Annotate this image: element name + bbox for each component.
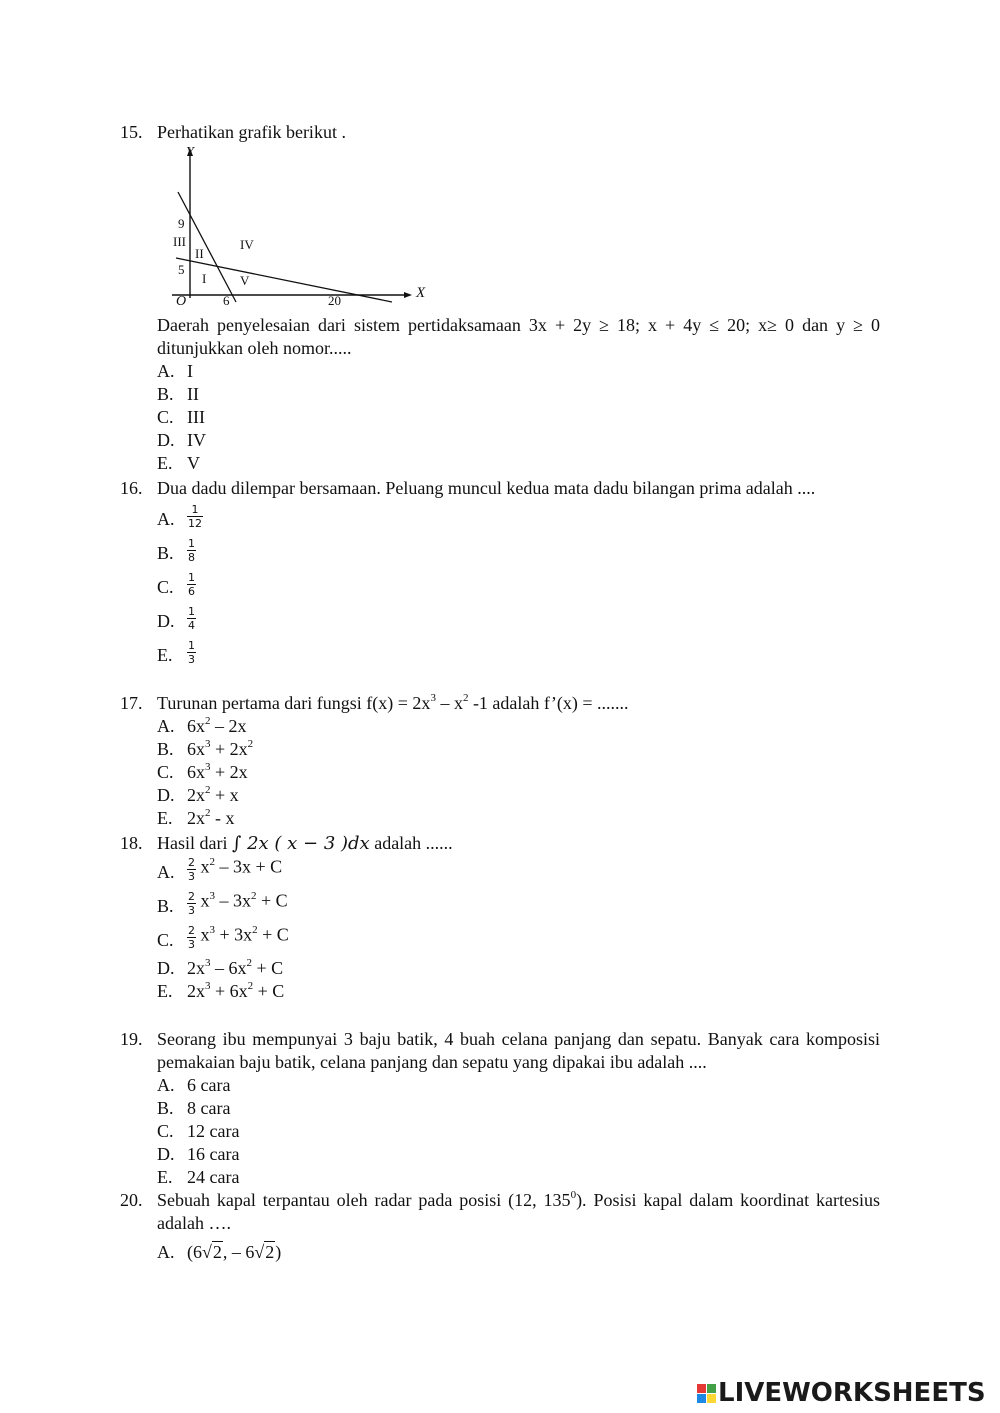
options-list [157,715,880,830]
option-a[interactable]: A. $6x^2 - 2x$ [157,715,247,736]
question-stem: Seorang ibu mempunyai 3 baju batik, 4 buah celana panjang dan sepatu. Banyak cara komposisi pemakaian baju batik, celana panjang dan sepatu yang dipakai ibu adalah .... [157,1029,880,1072]
option-a[interactable]: A. I [157,361,193,381]
sqrt-symbol: √ [254,1242,265,1262]
question-17 [120,692,880,830]
option-b[interactable]: B. $6x^3 + 2x^2$ [157,738,254,759]
option-d[interactable]: D. $2x^3 - 6x^2 + C$ [157,957,284,978]
fraction: $\frac{1}{3}$ [188,639,195,666]
fraction: $\frac{1}{6}$ [188,571,195,598]
option-a[interactable]: A. 6 cara [157,1075,231,1095]
question-number: 15. [120,122,143,142]
options-list [157,855,880,1003]
option-e[interactable]: E. $\frac{1}{3}$ [157,639,195,666]
origin-label: O [176,294,187,309]
option-b[interactable]: B. $\frac{1}{8}$ [157,537,195,564]
question-16 [120,477,880,672]
option-d[interactable]: D. IV [157,430,206,450]
option-b[interactable]: B. $\frac{2}{3}$ $x^3 - 3x^2 + C$ [157,889,288,917]
option-a[interactable]: A. (6√2, – 6√2) [157,1242,282,1262]
question-15-text [120,314,880,475]
options-list [157,360,880,475]
fraction: $\frac{2}{3}$ [188,890,195,917]
question-stem: Hasil dari ∫ 2x ( x − 3 )dx adalah ...... [157,833,453,854]
region-V: V [240,273,250,288]
question-19 [120,1028,880,1189]
option-e[interactable]: E. $2x^2$ - x [157,807,235,828]
question-number: 19. [120,1029,143,1049]
x-tick-6: 6 [223,293,230,308]
option-a[interactable]: A. $\frac{1}{12}$ [157,503,202,530]
liveworksheets-logo [697,1378,997,1408]
options-list [157,1074,880,1189]
y-tick-5: 5 [178,262,185,277]
option-b[interactable]: B. II [157,384,199,404]
question-number: 20. [120,1190,143,1210]
region-III: III [173,234,186,249]
fraction: $\frac{1}{4}$ [188,605,195,632]
question-stem: Sebuah kapal terpantau oleh radar pada posisi (12, $135^0$). Posisi kapal dalam koordinat kartesius adalah …. [157,1189,880,1233]
x-axis-label: X [416,285,426,301]
question-18 [120,832,880,1003]
option-a[interactable]: A. $\frac{2}{3}$ $x^2 - 3x + C$ [157,855,283,883]
option-c[interactable]: C. $6x^3 + 2x$ [157,761,248,782]
fraction: $\frac{2}{3}$ [188,924,195,951]
sqrt-symbol: √ [202,1242,212,1262]
integral-expression: ∫ 2x ( x − 3 )dx [231,833,370,854]
region-IV: IV [240,237,254,252]
option-e[interactable]: E. V [157,453,200,473]
question-stem: Perhatikan grafik berikut . [157,122,346,142]
option-d[interactable]: D. $\frac{1}{4}$ [157,605,195,632]
question-number: 17. [120,693,143,713]
option-c[interactable]: C. $\frac{1}{6}$ [157,571,195,598]
option-d[interactable]: D. $2x^2 + x$ [157,784,239,805]
question-number: 16. [120,478,143,498]
brand-text: LIVEWORKSHEETS [718,1377,986,1408]
question-stem: Turunan pertama dari fungsi $f(x) = 2x^3 - x^2$ -1 adalah f’(x) = ....... [157,692,629,713]
option-e[interactable]: E. $2x^3 + 6x^2 + C$ [157,980,285,1001]
option-c[interactable]: C. 12 cara [157,1121,240,1141]
region-II: II [195,246,204,261]
options-list [157,502,880,672]
logo-icon [697,1384,716,1403]
option-c[interactable]: C. III [157,407,205,427]
option-d[interactable]: D. 16 cara [157,1144,240,1164]
x-axis-arrow [404,292,412,298]
x-tick-20: 20 [328,293,341,308]
option-e[interactable]: E. 24 cara [157,1167,240,1187]
question-text: Daerah penyelesaian dari sistem pertidaksamaan 3x + 2y ≥ 18; x + 4y ≤ 20; x≥ 0 dan y ≥ 0 ditunjukkan oleh nomor..... [157,315,880,358]
fraction: $\frac{1}{8}$ [188,537,195,564]
y-axis-label: Y [186,145,194,160]
y-tick-9: 9 [178,216,185,231]
fraction: $\frac{1}{12}$ [188,503,202,530]
linear-programming-graph [160,140,440,310]
region-I: I [202,271,207,286]
line-3x-2y-18 [178,192,236,302]
option-b[interactable]: B. 8 cara [157,1098,231,1118]
question-number: 18. [120,833,143,853]
question-20 [120,1189,880,1264]
fraction: $\frac{2}{3}$ [188,856,195,883]
question-stem: Dua dadu dilempar bersamaan. Peluang muncul kedua mata dadu bilangan prima adalah .... [157,478,816,498]
options-list [157,1241,880,1264]
option-c[interactable]: C. $\frac{2}{3}$ $x^3 + 3x^2 + C$ [157,923,289,951]
